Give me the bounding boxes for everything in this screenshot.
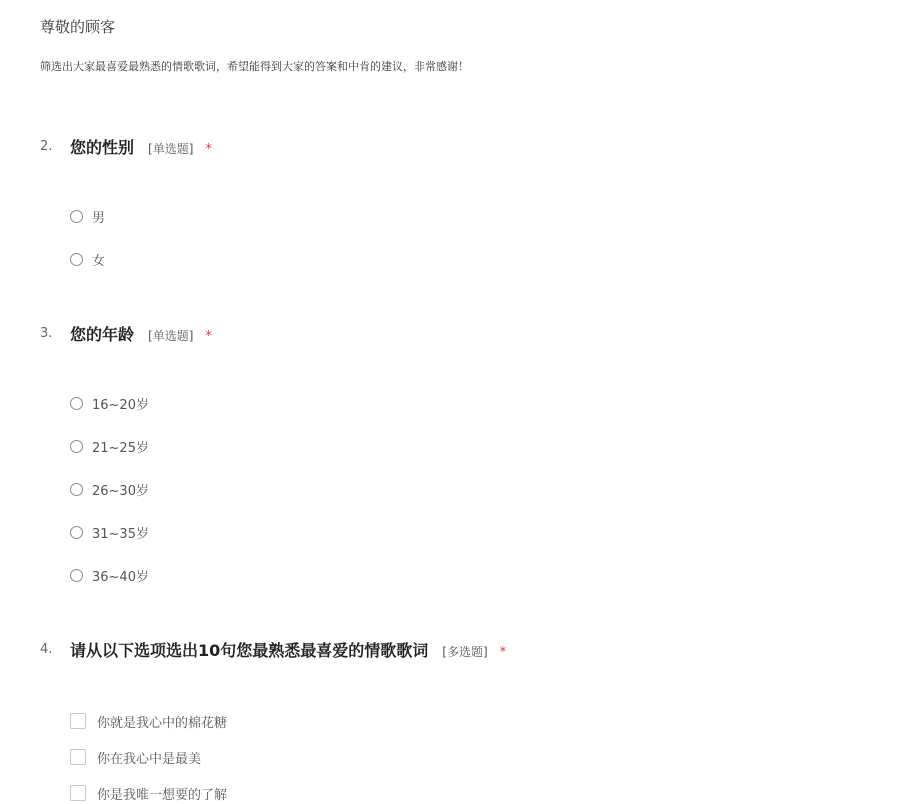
radio-button[interactable]	[70, 526, 83, 539]
checkbox[interactable]	[70, 785, 86, 801]
option-label: 女	[92, 253, 106, 269]
radio-button[interactable]	[70, 397, 83, 410]
survey-greeting: 尊敬的顾客	[40, 18, 116, 36]
option-label: 31~35岁	[92, 526, 149, 542]
required-star: *	[205, 329, 212, 344]
question-title-text: 您的年龄	[70, 325, 135, 344]
question-header	[40, 135, 880, 159]
question-header	[40, 638, 880, 662]
question-title-text: 您的性别	[70, 138, 135, 157]
question-type-label: [单选题]	[148, 329, 194, 343]
question-title	[70, 638, 506, 661]
question-number: 4.	[40, 642, 53, 657]
radio-option-age-1[interactable]	[70, 392, 149, 414]
radio-option-age-2[interactable]	[70, 435, 149, 457]
question-title-text: 请从以下选项选出10句您最熟悉最喜爱的情歌歌词	[70, 641, 429, 660]
question-gender	[40, 135, 880, 269]
checkbox-option-lyric-2[interactable]	[70, 746, 201, 768]
required-star: *	[499, 645, 507, 660]
question-title	[70, 322, 212, 345]
option-label: 26~30岁	[92, 483, 149, 499]
radio-option-female[interactable]	[70, 248, 105, 270]
question-type-label: [多选题]	[442, 645, 488, 659]
option-label: 你在我心中是最美	[97, 751, 202, 767]
radio-option-age-3[interactable]	[70, 478, 149, 500]
radio-button[interactable]	[70, 483, 83, 496]
radio-button[interactable]	[70, 210, 83, 223]
radio-button[interactable]	[70, 569, 83, 582]
option-label: 36~40岁	[92, 569, 149, 585]
option-label: 男	[92, 210, 106, 226]
option-label: 21~25岁	[92, 440, 149, 456]
checkbox[interactable]	[70, 749, 86, 765]
checkbox-option-lyric-3[interactable]	[70, 782, 227, 804]
question-lyrics	[40, 638, 880, 803]
question-type-label: [单选题]	[148, 142, 194, 156]
radio-button[interactable]	[70, 440, 83, 453]
required-star: *	[205, 142, 212, 157]
option-label: 你就是我心中的棉花糖	[97, 715, 228, 731]
radio-option-age-5[interactable]	[70, 564, 149, 586]
option-label: 16~20岁	[92, 397, 149, 413]
question-title	[70, 135, 212, 158]
question-age	[40, 322, 880, 585]
checkbox[interactable]	[70, 713, 86, 729]
survey-intro: 筛选出大家最喜爱最熟悉的情歌歌词，希望能得到大家的答案和中肯的建议，非常感谢！	[40, 60, 469, 73]
question-number: 3.	[40, 326, 53, 341]
checkbox-option-lyric-1[interactable]	[70, 710, 227, 732]
radio-option-male[interactable]	[70, 205, 105, 227]
question-number: 2.	[40, 139, 53, 154]
question-header	[40, 322, 880, 346]
radio-option-age-4[interactable]	[70, 521, 149, 543]
radio-button[interactable]	[70, 253, 83, 266]
option-label: 你是我唯一想要的了解	[97, 787, 228, 803]
